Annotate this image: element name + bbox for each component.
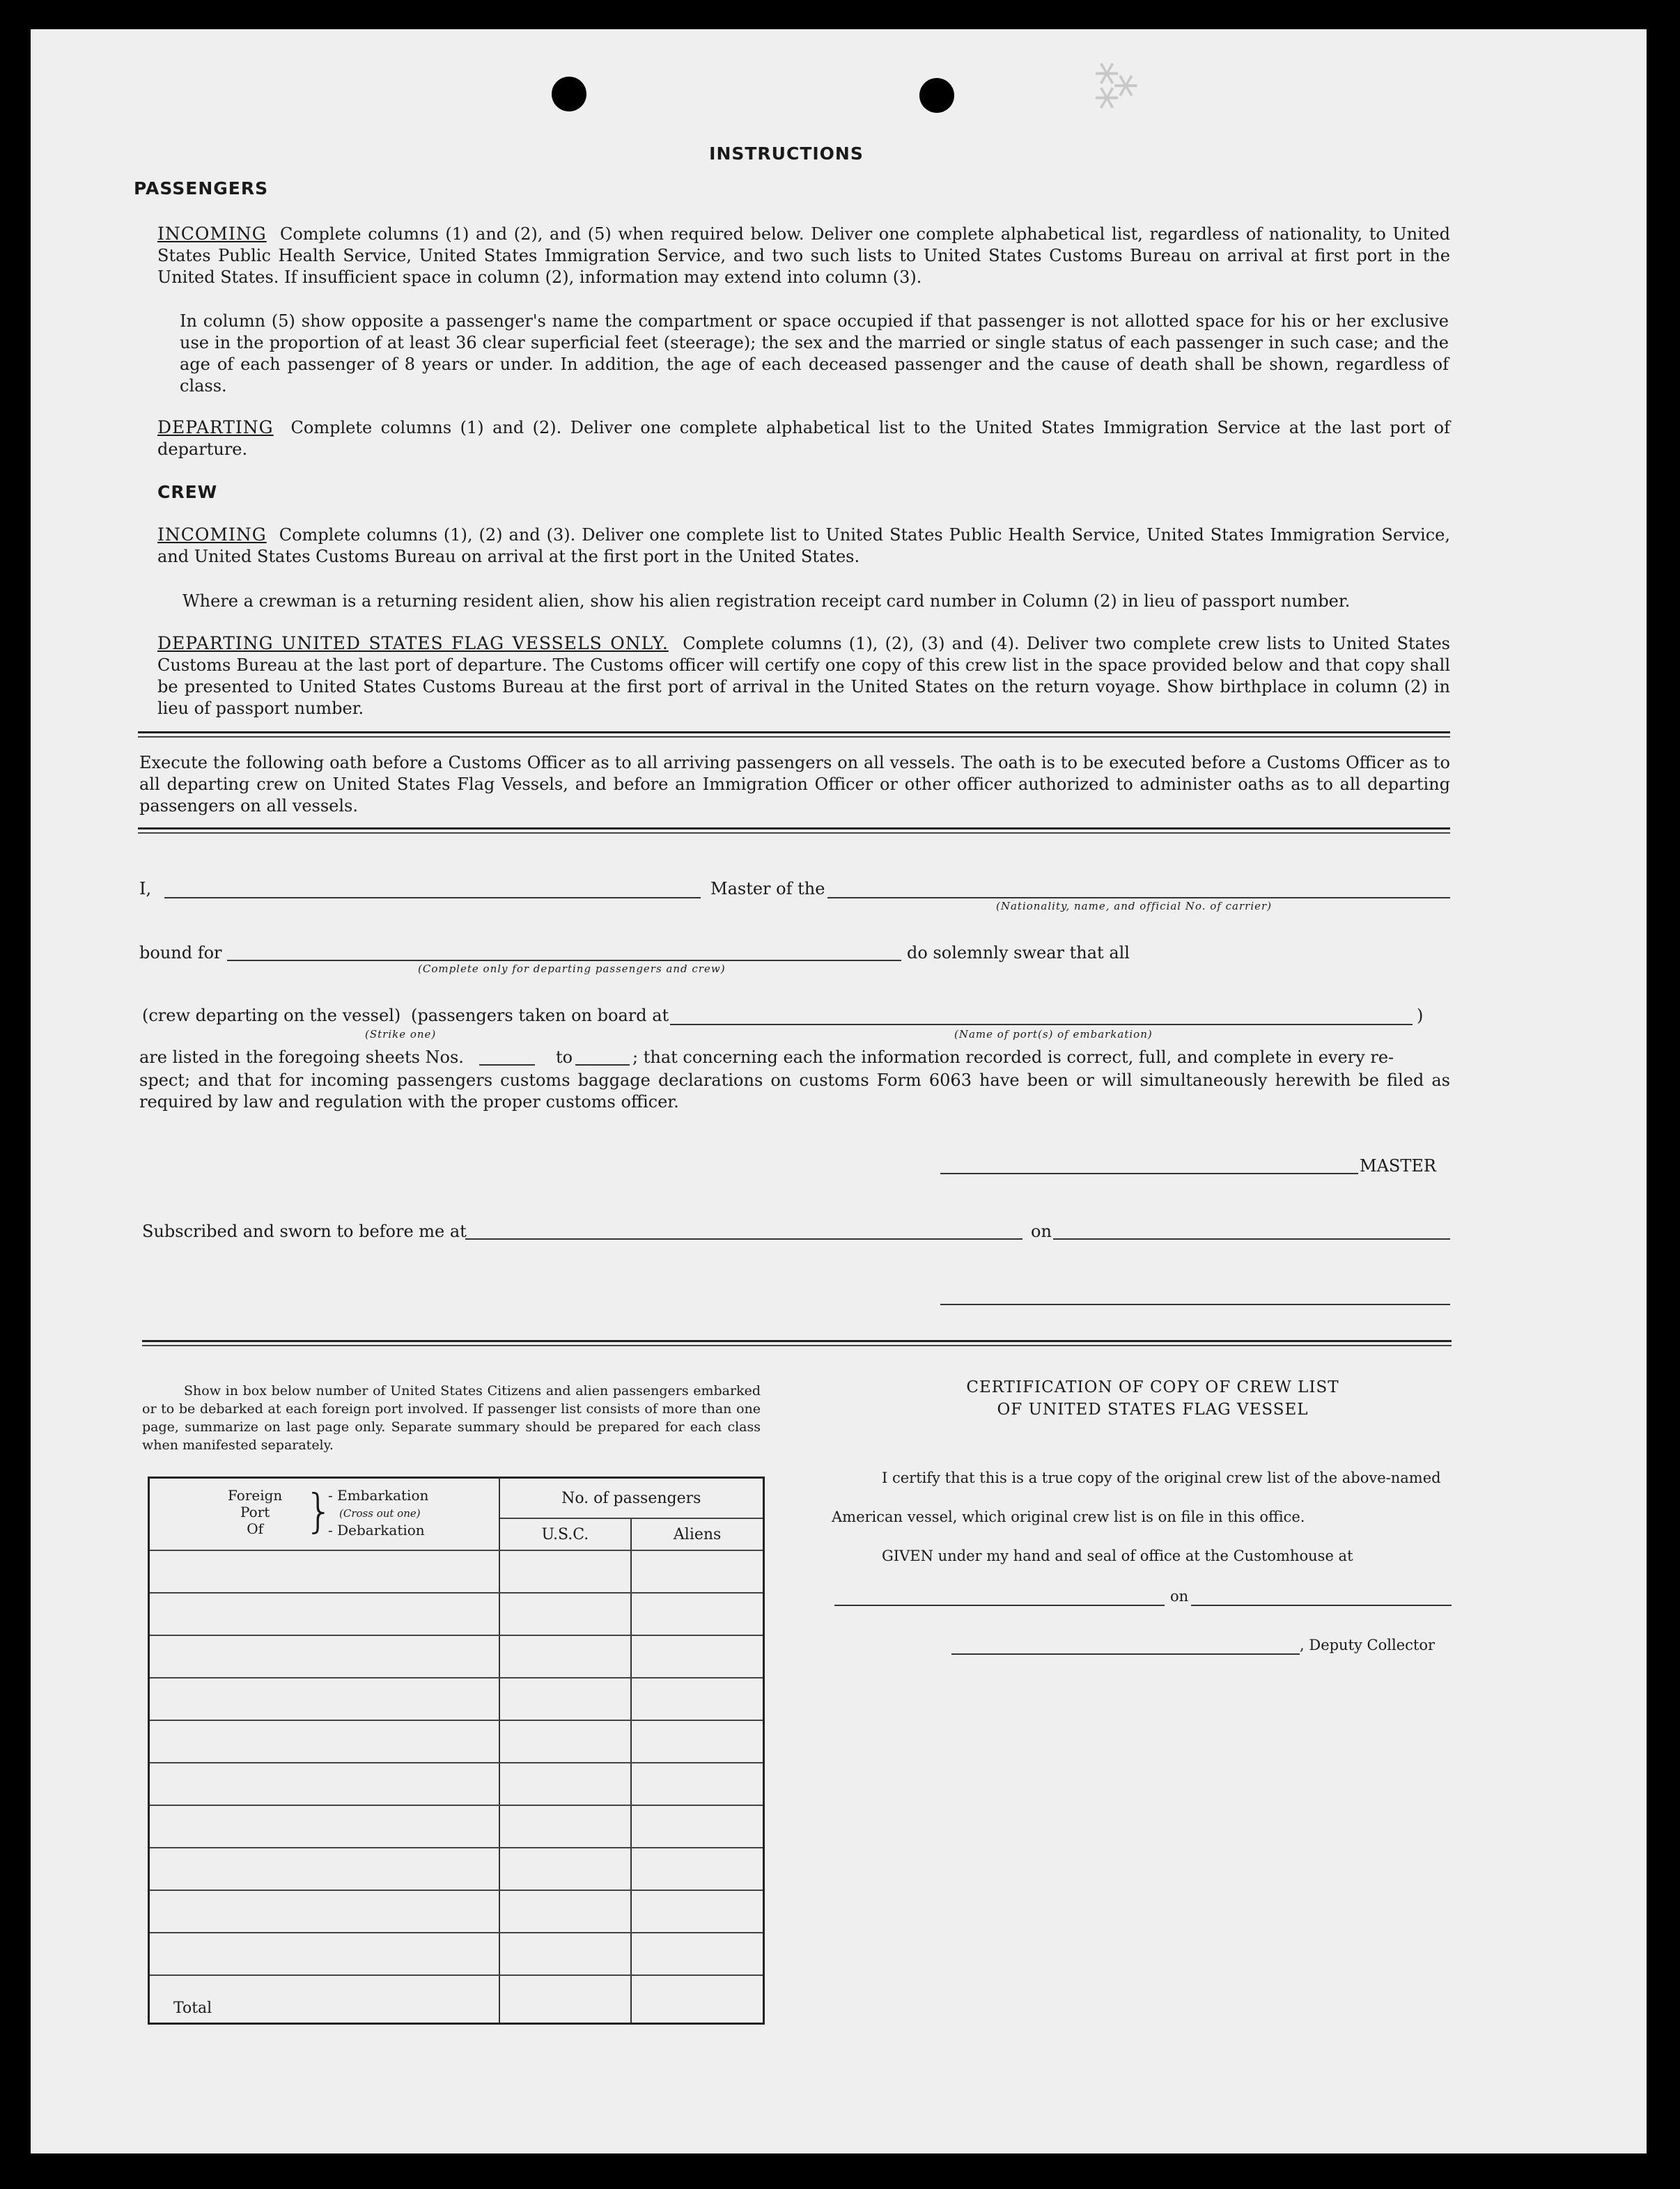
total-label: Total: [149, 1975, 499, 2024]
crew-resident-paragraph: Where a crewman is a returning resident alien, show his alien registration receipt card number in Column (2) in lieu of passport number.: [182, 591, 1351, 611]
aliens-cell[interactable]: [631, 1593, 763, 1635]
port-cell[interactable]: [149, 1933, 499, 1975]
crew-departing-label: DEPARTING UNITED STATES FLAG VESSELS ONLY.: [157, 633, 669, 653]
aliens-cell[interactable]: [631, 1763, 763, 1805]
usc-header: U.S.C.: [499, 1518, 632, 1550]
aliens-cell[interactable]: [631, 1550, 763, 1593]
crew-departing-text: Complete columns (1), (2), (3) and (4). Deliver two complete crew lists to United States Customs Bureau at the last port of departure. The Customs officer will certify one copy of this crew list in the space provided below and that copy shall be presented to United States Customs Bureau at the first port of arrival in the United States on the return voyage. Show birthplace in column (2) in lieu of passport number.: [157, 634, 1451, 718]
master-of-the-label: Master of the: [710, 879, 825, 898]
certify-line1: I certify that this is a true copy of the original crew list of the above-named: [882, 1470, 1441, 1486]
foreign-label: Foreign: [228, 1487, 283, 1504]
port-cell[interactable]: [149, 1890, 499, 1933]
usc-cell[interactable]: [499, 1678, 632, 1720]
no-of-passengers-header: No. of passengers: [499, 1478, 764, 1519]
passengers-taken-label: (passengers taken on board at: [411, 1006, 669, 1025]
master-signature-line[interactable]: [940, 1173, 1358, 1174]
passengers-departing-paragraph: [157, 416, 1450, 460]
sheet-to-line[interactable]: [575, 1064, 630, 1066]
embark-debark-label: [328, 1487, 428, 1538]
punch-hole-left: [552, 77, 586, 111]
usc-cell[interactable]: [499, 1933, 632, 1975]
usc-cell[interactable]: [499, 1763, 632, 1805]
port-cell[interactable]: [149, 1550, 499, 1593]
subscribed-label: Subscribed and sworn to before me at: [142, 1222, 467, 1241]
port-label: Port: [240, 1504, 270, 1520]
carrier-line[interactable]: [827, 897, 1450, 898]
subscribed-date-line[interactable]: [1053, 1238, 1450, 1240]
swear-label: do solemnly swear that all: [907, 943, 1130, 963]
close-paren: ): [1417, 1006, 1424, 1025]
passengers-incoming-paragraph: [157, 223, 1450, 288]
passengers-heading: PASSENGERS: [134, 178, 269, 198]
strike-one-caption: (Strike one): [365, 1028, 437, 1041]
usc-cell[interactable]: [499, 1720, 632, 1763]
port-cell[interactable]: [149, 1678, 499, 1720]
debarkation-label: - Debarkation: [328, 1522, 425, 1538]
crew-incoming-paragraph: [157, 524, 1450, 568]
cross-out-label: (Cross out one): [339, 1507, 421, 1520]
section-divider: [138, 731, 1450, 738]
nationality-caption: (Nationality, name, and official No. of carrier): [996, 900, 1273, 912]
usc-cell[interactable]: [499, 1550, 632, 1593]
port-cell[interactable]: [149, 1763, 499, 1805]
section-divider: [138, 827, 1450, 834]
usc-cell[interactable]: [499, 1890, 632, 1933]
foreign-port-of-label: [228, 1487, 282, 1537]
total-usc-cell[interactable]: [499, 1975, 632, 2024]
subscribed-place-line[interactable]: [465, 1238, 1022, 1240]
bound-for-line[interactable]: [227, 960, 901, 961]
listed-rest: spect; and that for incoming passengers customs baggage declarations on customs Form 6063 have been or will simultaneously herewith be filed as required by law and regulation with the proper customs officer.: [139, 1070, 1450, 1112]
bound-for-label: bound for: [139, 943, 222, 963]
bleed-through-mark: ⁂: [1085, 61, 1142, 110]
to-label: to: [556, 1047, 573, 1067]
certification-title-line2: OF UNITED STATES FLAG VESSEL: [997, 1401, 1309, 1419]
usc-cell[interactable]: [499, 1805, 632, 1848]
master-label: MASTER: [1360, 1156, 1436, 1176]
crew-incoming-text: Complete columns (1), (2) and (3). Deliver one complete list to United States Public Health Service, United States Immigration Service, and United States Customs Bureau on arrival at the first port in the United States.: [157, 525, 1450, 566]
usc-cell[interactable]: [499, 1593, 632, 1635]
usc-cell[interactable]: [499, 1848, 632, 1890]
passengers-departing-label: DEPARTING: [157, 417, 274, 437]
crew-departing-label: (crew departing on the vessel): [142, 1006, 401, 1025]
certification-date-line[interactable]: [1191, 1605, 1452, 1606]
port-cell[interactable]: [149, 1805, 499, 1848]
passengers-column5-paragraph: In column (5) show opposite a passenger's name the compartment or space occupied if that passenger is not allotted space for his or her exclusive use in the proportion of at least 36 clear superficial feet (steerage); the sex and the married or single status of each passenger in such case; and the age of each passenger of 8 years or under. In addition, the age of each deceased passenger and the cause of death shall be shown, regardless of class.: [180, 311, 1449, 396]
aliens-cell[interactable]: [631, 1678, 763, 1720]
document-page: [31, 29, 1647, 2153]
officer-signature-line[interactable]: [940, 1304, 1450, 1305]
of-label: Of: [247, 1520, 264, 1537]
certification-title-line1: CERTIFICATION OF COPY OF CREW LIST: [966, 1378, 1339, 1396]
deputy-signature-line[interactable]: [951, 1653, 1300, 1655]
aliens-cell[interactable]: [631, 1805, 763, 1848]
customhouse-line[interactable]: [834, 1605, 1165, 1606]
port-cell[interactable]: [149, 1848, 499, 1890]
certify-line2: American vessel, which original crew list is on file in this office.: [832, 1509, 1305, 1525]
port-header-cell: [149, 1478, 499, 1551]
oath-i-label: I,: [139, 879, 152, 898]
listed-prefix: are listed in the foregoing sheets Nos.: [139, 1047, 464, 1067]
port-cell[interactable]: [149, 1720, 499, 1763]
port-cell[interactable]: [149, 1593, 499, 1635]
listed-suffix: ; that concerning each the information recorded is correct, full, and complete in every re-: [632, 1047, 1394, 1067]
aliens-header: Aliens: [631, 1518, 763, 1550]
embarkation-port-line[interactable]: [670, 1024, 1413, 1025]
aliens-cell[interactable]: [631, 1635, 763, 1678]
passengers-incoming-text: Complete columns (1) and (2), and (5) when required below. Deliver one complete alphabetical list, regardless of nationality, to United States Public Health Service, United States Immigration Service, and two such lists to United States Customs Bureau on arrival at first port in the United States. If insufficient space in column (2), information may extend into column (3).: [157, 224, 1450, 287]
given-line: GIVEN under my hand and seal of office at the Customhouse at: [882, 1548, 1353, 1564]
summary-table: [148, 1477, 765, 2025]
instructions-title: INSTRUCTIONS: [709, 143, 864, 164]
aliens-cell[interactable]: [631, 1890, 763, 1933]
crew-incoming-label: INCOMING: [157, 524, 267, 545]
brace-icon: }: [304, 1484, 334, 1538]
port-caption: (Name of port(s) of embarkation): [954, 1028, 1153, 1041]
usc-cell[interactable]: [499, 1635, 632, 1678]
punch-hole-right: [919, 78, 954, 113]
summary-instructions: Show in box below number of United States Citizens and alien passengers embarked or to be debarked at each foreign port involved. If passenger list consists of more than one page, summarize on last page only. Separate summary should be prepared for each class when manifested separately.: [142, 1383, 761, 1453]
aliens-cell[interactable]: [631, 1933, 763, 1975]
port-cell[interactable]: [149, 1635, 499, 1678]
total-aliens-cell[interactable]: [631, 1975, 763, 2024]
sheet-from-line[interactable]: [479, 1064, 535, 1066]
oath-intro: Execute the following oath before a Customs Officer as to all arriving passengers on all vessels. The oath is to be executed before a Customs Officer as to all departing crew on United States Flag Vessels, and before an Immigration Officer or other officer authorized to administer oaths as to all departing passengers on all vessels.: [139, 753, 1450, 816]
aliens-cell[interactable]: [631, 1720, 763, 1763]
crew-heading: CREW: [157, 482, 218, 502]
passengers-incoming-label: INCOMING: [157, 224, 267, 244]
crew-departing-paragraph: [157, 632, 1450, 719]
embarkation-label: - Embarkation: [328, 1487, 429, 1504]
master-name-line[interactable]: [164, 897, 701, 898]
deputy-collector-label: , Deputy Collector: [1300, 1637, 1436, 1653]
aliens-cell[interactable]: [631, 1848, 763, 1890]
section-divider: [142, 1340, 1452, 1346]
certification-on-label: on: [1170, 1588, 1189, 1605]
subscribed-on-label: on: [1031, 1222, 1052, 1241]
passengers-departing-text: Complete columns (1) and (2). Deliver one complete alphabetical list to the United States Immigration Service at the last port of departure.: [157, 418, 1450, 459]
bound-for-caption: (Complete only for departing passengers and crew): [418, 963, 726, 975]
certification-title: [836, 1376, 1470, 1421]
